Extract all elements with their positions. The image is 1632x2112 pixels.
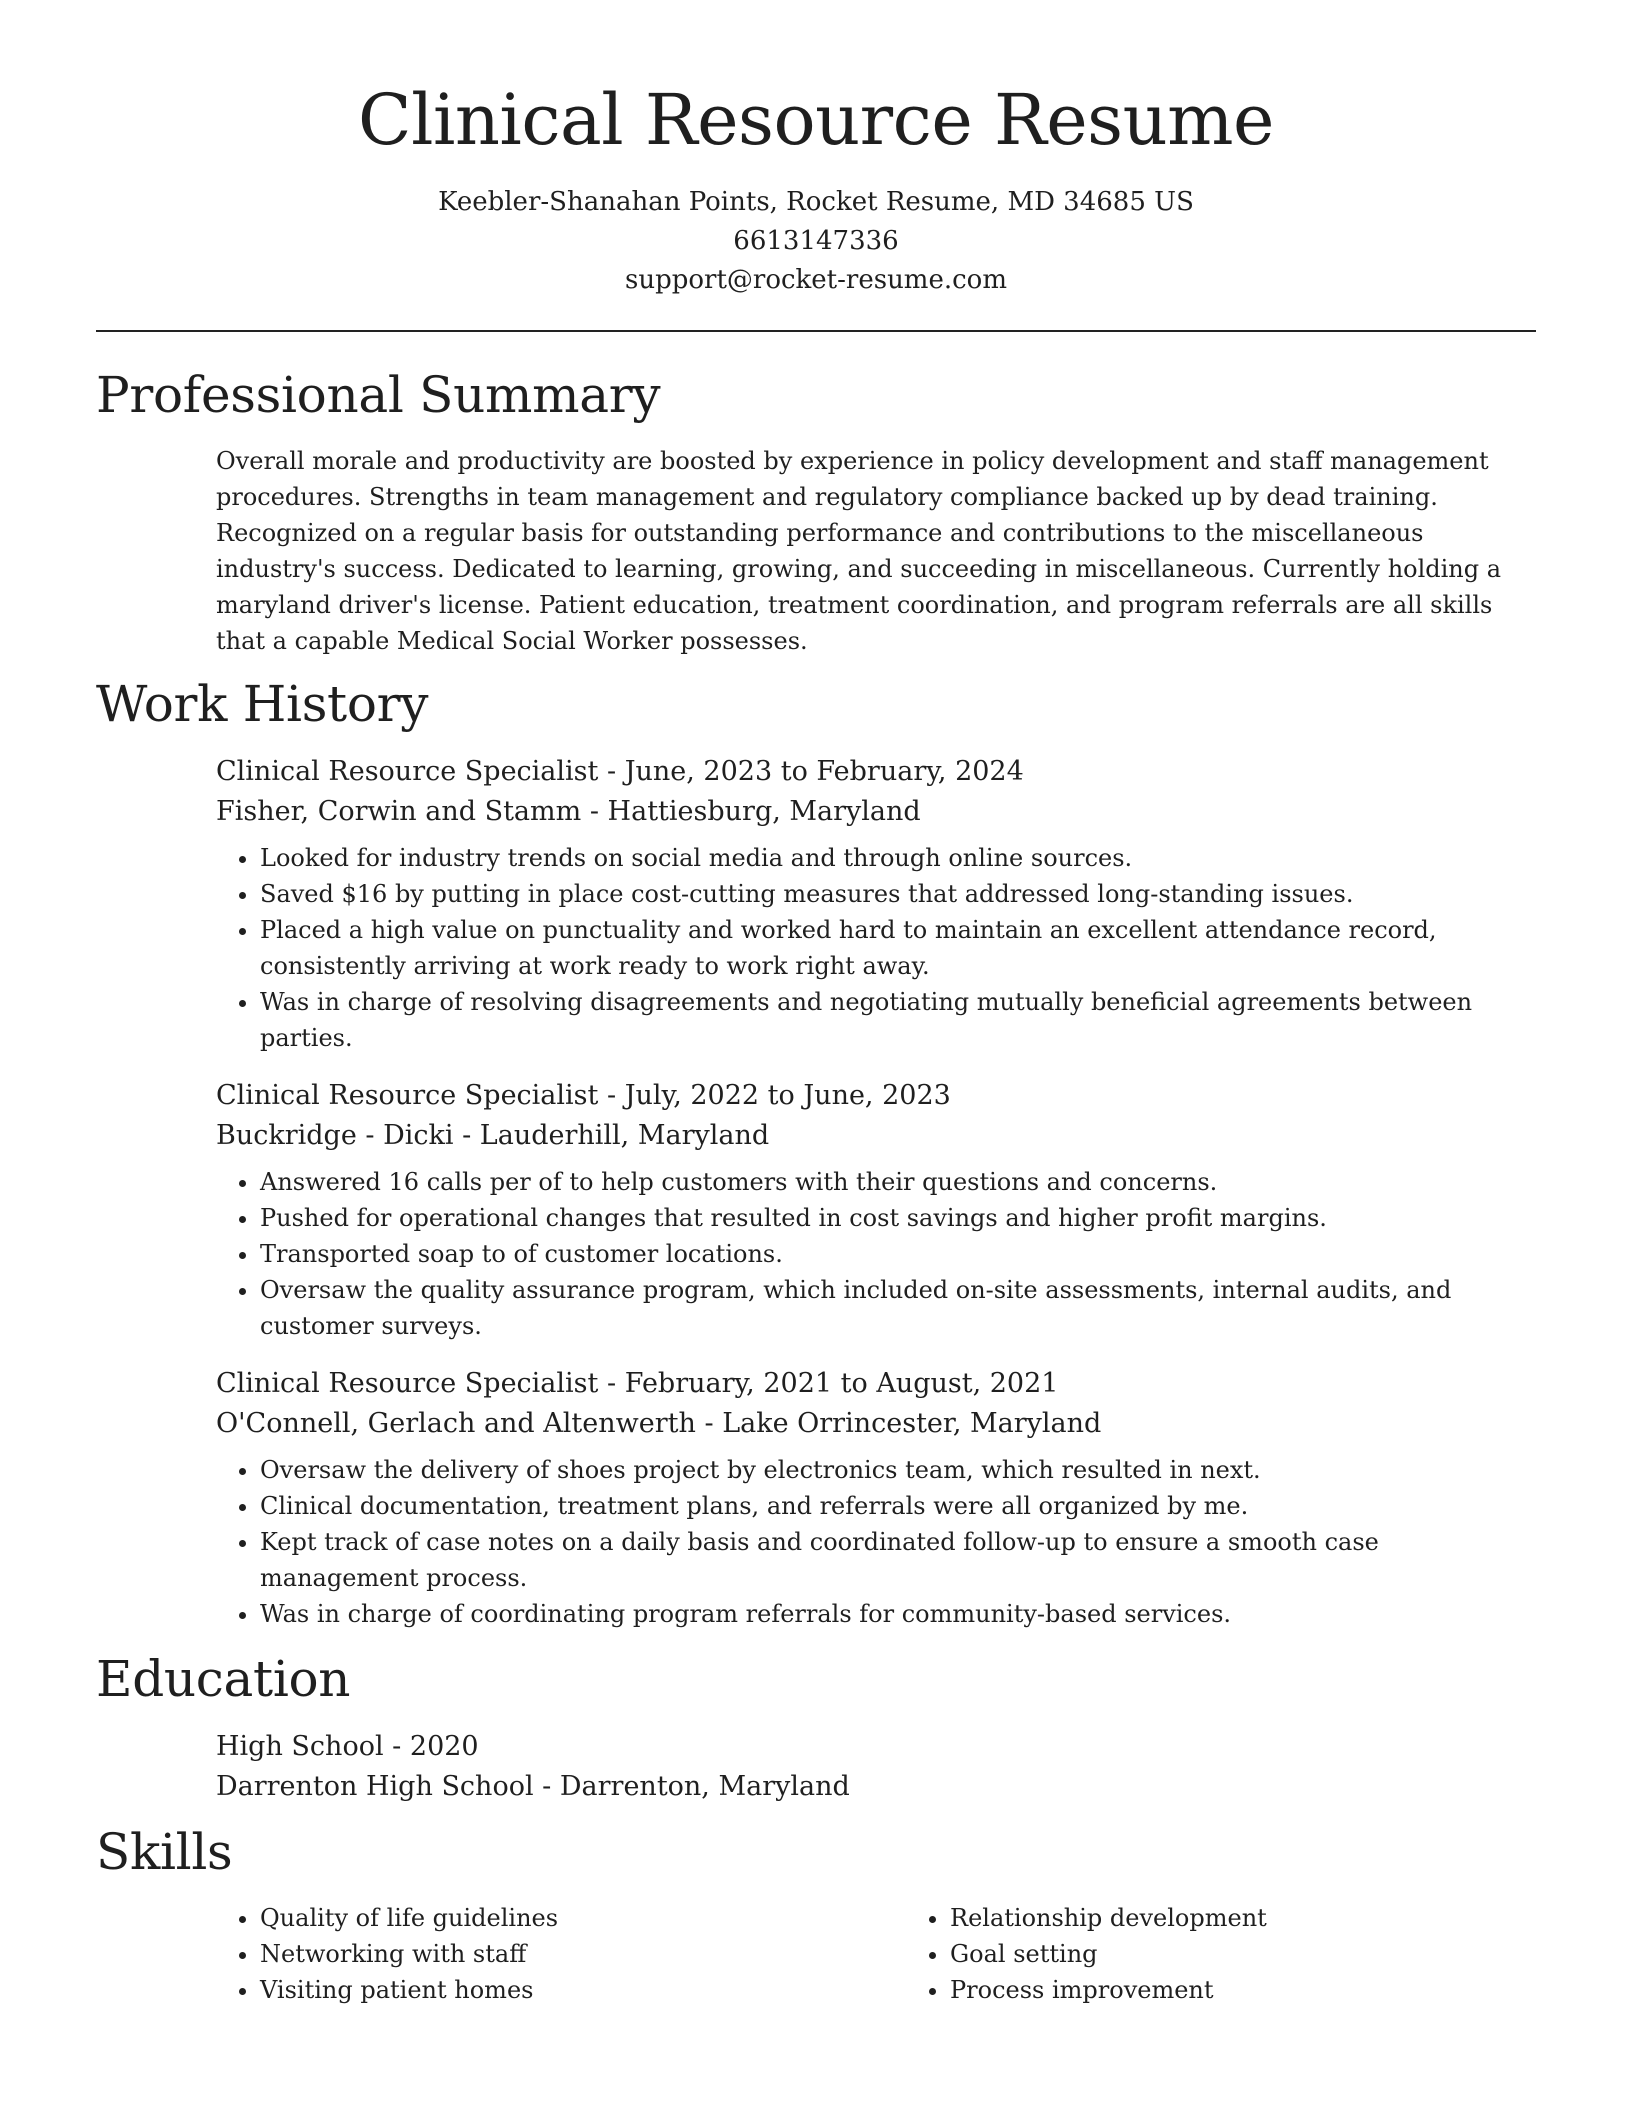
job-company-line: Buckridge - Dicki - Lauderhill, Maryland <box>216 1120 770 1151</box>
job-location: Lake Orrincester, Maryland <box>722 1408 1102 1439</box>
job-title-line: Clinical Resource Specialist - February, 2021 to August, 2021 <box>216 1368 1059 1399</box>
job-dates: June, 2023 to February, 2024 <box>624 756 1024 787</box>
professional-summary-text: Overall morale and productivity are boosted by experience in policy development and staff management procedures. Strengths in team management and regulatory compliance backed up by dead training. Recognized on a regular basis for outstanding performance and contributions to the miscellaneous industry's success. Dedicated to learning, growing, and succeeding in miscellaneous. Currently holding a maryland driver's license. Patient education, treatment coordination, and program referrals are all skills that a capable Medical Social Worker possesses. <box>216 447 1502 655</box>
list-item: • Clinical documentation, treatment plans, and referrals were all organized by me. <box>260 1488 1536 1524</box>
contact-email[interactable]: support@rocket-resume.com <box>624 265 1007 295</box>
job-bullets <box>216 840 1536 1056</box>
list-item: • Process improvement <box>950 1972 1536 2008</box>
list-item: • Answered 16 calls per of to help customers with their questions and concerns. <box>260 1164 1536 1200</box>
job-company-line: Fisher, Corwin and Stamm - Hattiesburg, Maryland <box>216 796 921 827</box>
resume-title: Clinical Resource Resume <box>358 79 1274 161</box>
skills-list-left <box>216 1900 846 2008</box>
list-item: • Transported soap to of customer locations. <box>260 1236 1536 1272</box>
list-item: • Networking with staff <box>260 1936 846 1972</box>
job-title: Clinical Resource Specialist <box>216 756 599 787</box>
list-item: • Oversaw the delivery of shoes project by electronics team, which resulted in next. <box>260 1452 1536 1488</box>
contact-address: Keebler-Shanahan Points, Rocket Resume, MD 34685 US <box>438 187 1194 217</box>
list-item: • Saved $16 by putting in place cost-cutting measures that addressed long-standing issues. <box>260 876 1536 912</box>
list-item: • Pushed for operational changes that resulted in cost savings and higher profit margins. <box>260 1200 1536 1236</box>
professional-summary-heading: Professional Summary <box>96 366 661 424</box>
job-bullets <box>216 1164 1536 1344</box>
list-item: • Was in charge of resolving disagreements and negotiating mutually beneficial agreements between parties. <box>260 984 1536 1056</box>
education-school: Darrenton High School <box>216 1771 534 1802</box>
work-history-body <box>216 752 1536 1632</box>
education-degree-line: High School - 2020 <box>216 1731 479 1762</box>
contact-info <box>96 183 1536 300</box>
education-heading: Education <box>96 1650 351 1708</box>
skills-heading: Skills <box>96 1823 233 1881</box>
professional-summary-section <box>96 368 1536 659</box>
education-body <box>216 1727 1536 1807</box>
job-company: Buckridge - Dicki <box>216 1120 454 1151</box>
job-company: Fisher, Corwin and Stamm <box>216 796 582 827</box>
job-entry <box>216 752 1536 1056</box>
resume-header <box>96 79 1536 300</box>
list-item: • Relationship development <box>950 1900 1536 1936</box>
education-school-line: Darrenton High School - Darrenton, Maryland <box>216 1771 850 1802</box>
contact-phone: 6613147336 <box>733 226 899 256</box>
education-location: Darrenton, Maryland <box>559 1771 850 1802</box>
header-divider <box>96 330 1536 332</box>
education-degree: High School <box>216 1731 384 1762</box>
list-item: • Looked for industry trends on social media and through online sources. <box>260 840 1536 876</box>
work-history-section <box>96 677 1536 1632</box>
job-dates: February, 2021 to August, 2021 <box>624 1368 1059 1399</box>
skills-body <box>216 1900 1536 2008</box>
list-item: • Visiting patient homes <box>260 1972 846 2008</box>
job-dates: July, 2022 to June, 2023 <box>624 1080 951 1111</box>
list-item: • Kept track of case notes on a daily basis and coordinated follow-up to ensure a smooth case management process. <box>260 1524 1536 1596</box>
job-entry <box>216 1364 1536 1632</box>
job-company: O'Connell, Gerlach and Altenwerth <box>216 1408 696 1439</box>
job-location: Lauderhill, Maryland <box>479 1120 770 1151</box>
skills-list-right <box>906 1900 1536 2008</box>
list-item: • Oversaw the quality assurance program, which included on-site assessments, internal audits, and customer surveys. <box>260 1272 1536 1344</box>
job-title: Clinical Resource Specialist <box>216 1368 599 1399</box>
education-section <box>96 1652 1536 1807</box>
job-title-line: Clinical Resource Specialist - July, 2022 to June, 2023 <box>216 1080 951 1111</box>
list-item: • Was in charge of coordinating program referrals for community-based services. <box>260 1596 1536 1632</box>
list-item: • Placed a high value on punctuality and worked hard to maintain an excellent attendance record, consistently arriving at work ready to work right away. <box>260 912 1536 984</box>
list-item: • Quality of life guidelines <box>260 1900 846 1936</box>
job-location: Hattiesburg, Maryland <box>607 796 921 827</box>
job-title-line: Clinical Resource Specialist - June, 2023 to February, 2024 <box>216 756 1024 787</box>
job-bullets <box>216 1452 1536 1632</box>
professional-summary-body <box>216 443 1536 659</box>
job-entry <box>216 1076 1536 1344</box>
education-year: 2020 <box>409 1731 479 1762</box>
list-item: • Goal setting <box>950 1936 1536 1972</box>
job-title: Clinical Resource Specialist <box>216 1080 599 1111</box>
job-company-line: O'Connell, Gerlach and Altenwerth - Lake Orrincester, Maryland <box>216 1408 1102 1439</box>
skills-section <box>96 1825 1536 2008</box>
work-history-heading: Work History <box>96 675 429 733</box>
